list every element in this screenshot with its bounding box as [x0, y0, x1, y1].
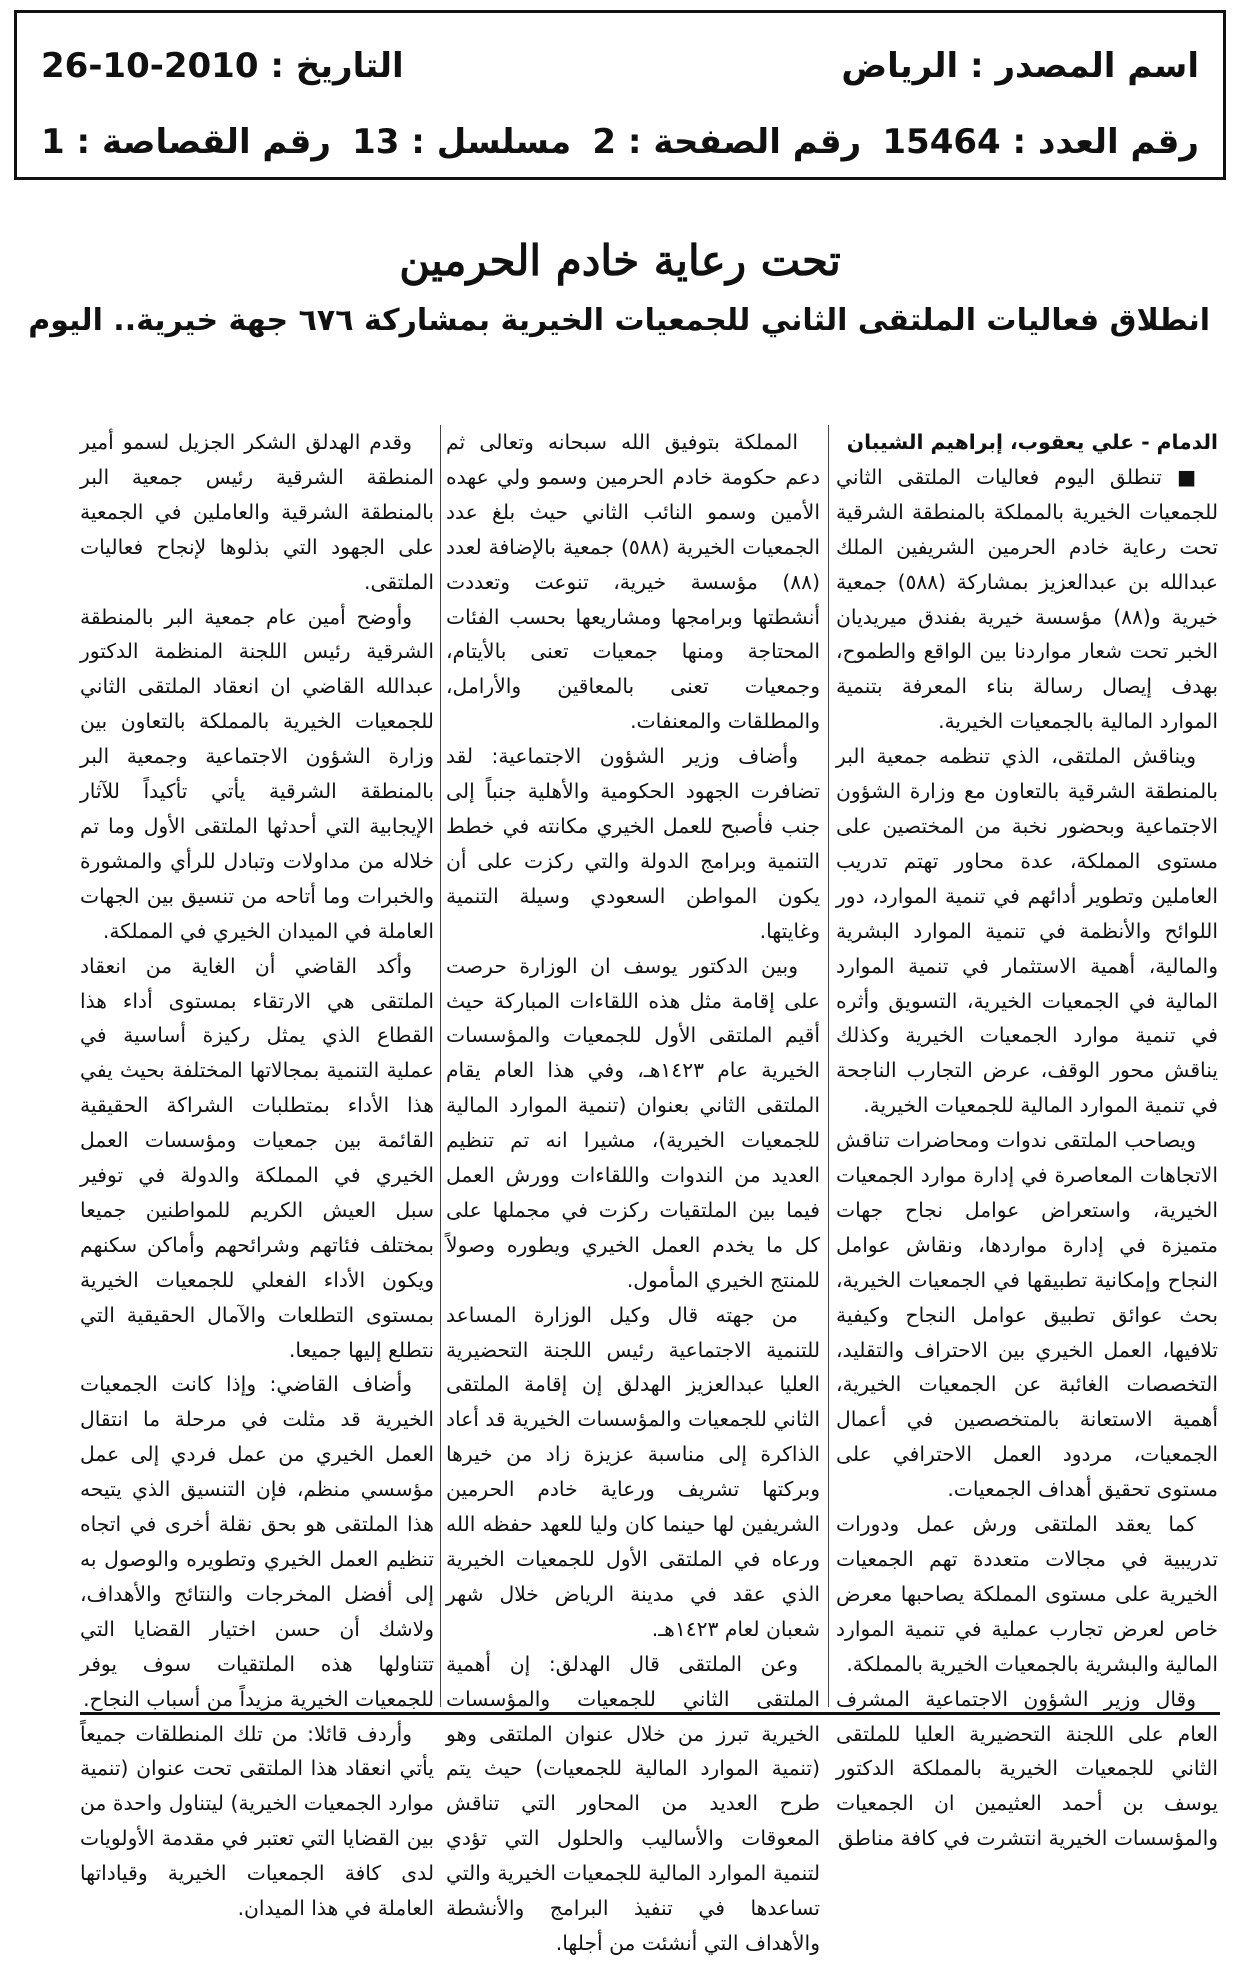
column-divider: [440, 425, 441, 1707]
date-label: التاريخ :: [270, 46, 404, 86]
paragraph: كما يعقد الملتقى ورش عمل ودورات تدريبية في مجالات متعددة تهم الجمعيات الخيرية على مستوى المملكة يصاحبها معرض خاص لعرض تجارب عملية في تنمية الموارد المالية والبشرية بالجمعيات الخيرية بالمملكة.: [836, 1512, 1218, 1676]
page-label: رقم الصفحة :: [627, 122, 862, 162]
paragraph: وقدم الهدلق الشكر الجزيل لسمو أمير المنطقة الشرقية رئيس جمعية البر بالمنطقة الشرقية والعاملين في الجمعية على الجهود التي بذلوها لإنجاح فعاليات الملتقى.: [80, 430, 434, 594]
serial-field: [352, 122, 571, 162]
clip-label: رقم القصاصة :: [76, 122, 331, 162]
source-field: [841, 46, 1199, 86]
serial-value: 13: [352, 122, 400, 162]
bottom-rule: [80, 1712, 1220, 1715]
date-value: 26-10-2010: [41, 46, 259, 86]
header-row-source-date: [41, 41, 1199, 91]
clip-field: [41, 122, 331, 162]
article-headline: انطلاق فعاليات الملتقى الثاني للجمعيات الخيرية بمشاركة ٦٧٦ جهة خيرية.. اليوم: [28, 303, 1210, 338]
issue-label: رقم العدد :: [1012, 122, 1199, 162]
clipping-header: [14, 10, 1226, 180]
paragraph: ويصاحب الملتقى ندوات ومحاضرات تناقش الاتجاهات المعاصرة في إدارة موارد الجمعيات الخيرية، واستعراض عوامل نجاح جهات متميزة في إدارة مواردها، ونقاش عوامل النجاح وإمكانية تطبيقها في الجمعيات الخيرية، بحث عوائق تطبيق عوامل النجاح وكيفية تلافيها، العمل الخيري بين الاحتراف والتقليد، التخصصات الغائبة عن الجمعيات الخيرية، أهمية الاستعانة بالمتخصصين في أعمال الجمعيات، مردود العمل الاحترافي على مستوى تحقيق أهداف الجمعيات.: [836, 1128, 1218, 1502]
article-column-2: [446, 425, 820, 1955]
paragraph: وأضاف القاضي: وإذا كانت الجمعيات الخيرية قد مثلت في مرحلة ما انتقال العمل الخيري من عمل فردي إلى عمل مؤسسي منظم، فإن التنسيق الذي يتيحه هذا الملتقى هو بحق نقلة أخرى في اتجاه تنظيم العمل الخيري وتطويره والوصول به إلى أفضل المخرجات والنتائج والأهداف، ولاشك أن حسن اختيار القضايا التي تتناولها هذه الملتقيات سوف يوفر للجمعيات الخيرية مزيداً من أسباب النجاح.: [80, 1372, 434, 1711]
issue-field: [882, 122, 1199, 162]
paragraph: ويناقش الملتقى، الذي تنظمه جمعية البر بالمنطقة الشرقية بالتعاون مع وزارة الشؤون الاجتماعية وبحضور نخبة من المختصين على مستوى المملكة، عدة محاور تهتم تدريب العاملين وتطوير أدائهم في تنمية الموارد، دور اللوائح والأنظمة في تنمية الموارد البشرية والمالية، أهمية الاستثمار في تنمية الموارد المالية في الجمعيات الخيرية، التسويق وأثره في تنمية موارد الجمعيات الخيرية وكذلك يناقش محور الوقف، عرض التجارب الناجحة في تنمية الموارد المالية للجمعيات الخيرية.: [836, 744, 1218, 1118]
article-column-1: [836, 425, 1218, 1851]
source-value: الرياض: [841, 46, 959, 86]
article-column-3: [80, 425, 434, 1921]
paragraph: وعن الملتقى قال الهدلق: إن أهمية الملتقى الثاني للجمعيات والمؤسسات الخيرية تبرز من خلال عنوان الملتقى وهو (تنمية الموارد المالية للجمعيات) حيث يتم طرح العديد من المحاور التي تناقش المعوقات والأساليب والحلول التي تؤدي لتنمية الموارد المالية للجمعيات الخيرية والتي تساعدها في تنفيذ البرامج والأنشطة والأهداف التي أنشئت من أجلها.: [446, 1651, 820, 1955]
paragraph: وأكد القاضي أن الغاية من انعقاد الملتقى هي الارتقاء بمستوى أداء هذا القطاع الذي يمثل ركيزة أساسية في عملية التنمية بمجالاتها المختلفة بحيث يفي هذا الأداء بمتطلبات الشراكة الحقيقية القائمة بين جمعيات ومؤسسات العمل الخيري في المملكة والدولة في توفير سبل العيش الكريم للمواطنين جميعا بمختلف فئاتهم وشرائحهم وأماكن سكنهم ويكون الأداء الفعلي للجمعيات الخيرية بمستوى التطلعات والآمال الحقيقية التي نتطلع إليها جميعا.: [80, 953, 434, 1362]
paragraph: وأردف قائلا: من تلك المنطلقات جميعاً يأتي انعقاد هذا الملتقى تحت عنوان (تنمية موارد الجمعيات الخيرية) ليتناول واحدة من بين القضايا التي تعتبر في مقدمة الأولويات لدى كافة الجمعيات الخيرية وقياداتها العاملة في هذا الميدان.: [80, 1721, 434, 1921]
header-row-numbers: [41, 117, 1199, 167]
paragraph: من جهته قال وكيل الوزارة المساعد للتنمية الاجتماعية رئيس اللجنة التحضيرية العليا عبدالعزيز الهدلق إن إقامة الملتقى الثاني للجمعيات والمؤسسات الخيرية قد أعاد الذاكرة إلى مناسبة عزيزة زاد من خيرها وبركتها تشريف ورعاية خادم الحرمين الشريفين لها حينما كان وليا للعهد حفظه الله ورعاه في الملتقى الأول للجمعيات الخيرية الذي عقد في مدينة الرياض خلال شهر شعبان لعام ١٤٢٣هـ.: [446, 1302, 820, 1641]
paragraph: وأوضح أمين عام جمعية البر بالمنطقة الشرقية رئيس اللجنة المنظمة الدكتور عبدالله القاضي ان انعقاد الملتقى الثاني للجمعيات الخيرية بالمملكة بالتعاون بين وزارة الشؤون الاجتماعية وجمعية البر بالمنطقة الشرقية يأتي تأكيداً للآثار الإيجابية التي أحدثها الملتقى الأول وما تم خلاله من مداولات وتبادل للرأي والمشورة والخبرات وما أتاحه من تنسيق بين الجهات العاملة في الميدان الخيري في المملكة.: [80, 604, 434, 943]
article-kicker: تحت رعاية خادم الحرمين: [399, 236, 841, 285]
source-label: اسم المصدر :: [970, 46, 1199, 86]
paragraph: وأضاف وزير الشؤون الاجتماعية: لقد تضافرت الجهود الحكومية والأهلية جنباً إلى جنب فأصبح للعمل الخيري مكانته في خطط التنمية وبرامج الدولة والتي ركزت على أن يكون المواطن السعودي وسيلة التنمية وغايتها.: [446, 744, 820, 943]
page-value: 2: [592, 122, 617, 162]
date-field: [41, 46, 404, 86]
paragraph: ■ تنطلق اليوم فعاليات الملتقى الثاني للجمعيات الخيرية بالمملكة بالمنطقة الشرقية تحت رعاية خادم الحرمين الشريفين الملك عبدالله بن عبدالعزيز بمشاركة (٥٨٨) جمعية خيرية و(٨٨) مؤسسة خيرية بفندق ميريديان الخبر تحت شعار مواردنا بين الواقع والطموح، بهدف إيصال رسالة بناء المعرفة بتنمية الموارد المالية بالجمعيات الخيرية.: [836, 464, 1218, 734]
paragraph: وقال وزير الشؤون الاجتماعية المشرف العام على اللجنة التحضيرية العليا للملتقى الثاني للجمعيات الخيرية بالمملكة الدكتور يوسف بن أحمد العثيمين ان الجمعيات والمؤسسات الخيرية انتشرت في كافة مناطق: [836, 1686, 1218, 1851]
serial-label: مسلسل :: [411, 122, 572, 162]
article-byline: الدمام - علي يعقوب، إبراهيم الشيبان: [846, 430, 1218, 454]
column-divider: [828, 425, 829, 1707]
paragraph: وبين الدكتور يوسف ان الوزارة حرصت على إقامة مثل هذه اللقاءات المباركة حيث أقيم الملتقى الأول للجمعيات والمؤسسات الخيرية عام ١٤٢٣هـ، وفي هذا العام يقام الملتقى الثاني بعنوان (تنمية الموارد المالية للجمعيات الخيرية)، مشيرا انه تم تنظيم العديد من الندوات واللقاءات وورش العمل فيما بين الملتقيات ركزت في مجملها على كل ما يخدم العمل الخيري ويطوره وصولاً للمنتج الخيري المأمول.: [446, 953, 820, 1292]
paragraph: المملكة بتوفيق الله سبحانه وتعالى ثم دعم حكومة خادم الحرمين وسمو ولي عهده الأمين وسمو النائب الثاني حيث بلغ عدد الجمعيات الخيرية (٥٨٨) جمعية بالإضافة لعدد (٨٨) مؤسسة خيرية، تنوعت وتعددت أنشطتها وبرامجها ومشاريعها بحسب الفئات المحتاجة ومنها جمعيات تعنى بالأيتام، وجمعيات تعنى بالمعاقين والأرامل، والمطلقات والمعنفات.: [446, 430, 820, 734]
page-field: [592, 122, 861, 162]
clip-value: 1: [41, 122, 65, 162]
issue-value: 15464: [882, 122, 1001, 162]
